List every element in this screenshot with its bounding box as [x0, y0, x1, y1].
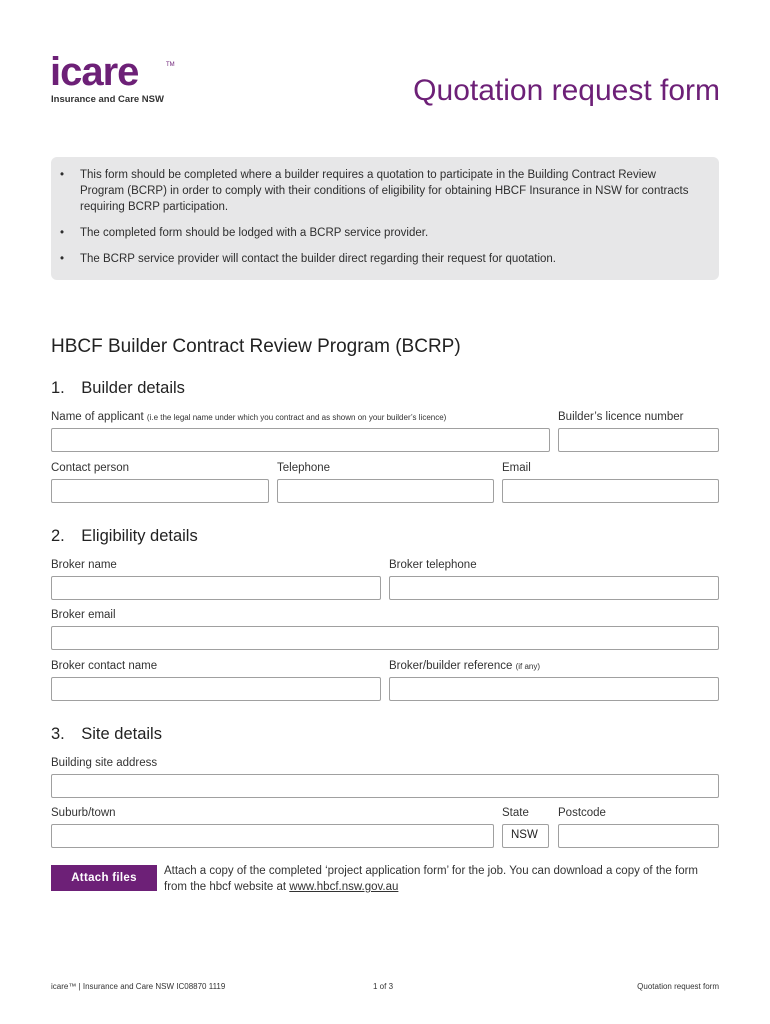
email-label: Email	[502, 462, 531, 474]
info-item	[60, 225, 699, 241]
applicant-name-hint: (i.e the legal name under which you contract and as shown on your builder’s licence)	[146, 413, 447, 422]
site-address-field[interactable]	[51, 774, 719, 798]
attach-instructions	[164, 863, 724, 895]
section-title-site: 3. Site details	[51, 725, 162, 743]
footer-left: icare™ | Insurance and Care NSW IC08870 1119	[51, 982, 226, 991]
footer-right: Quotation request form	[637, 982, 719, 991]
info-item	[60, 251, 699, 267]
licence-number-label: Builder’s licence number	[558, 411, 684, 423]
logo-trademark: TM	[166, 62, 175, 68]
info-item	[60, 167, 699, 215]
reference-field[interactable]	[389, 677, 719, 701]
applicant-name-label	[51, 411, 446, 423]
reference-hint: (if any)	[515, 662, 541, 671]
page-number: 1 of 3	[373, 982, 394, 991]
section-title-eligibility: 2. Eligibility details	[51, 527, 198, 545]
reference-label-text: Broker/builder reference	[389, 660, 513, 672]
broker-email-label: Broker email	[51, 609, 116, 621]
state-label: State	[502, 807, 529, 819]
info-list	[51, 157, 719, 267]
email-field[interactable]	[502, 479, 719, 503]
state-value: NSW	[511, 829, 538, 841]
bullet-icon: •	[60, 169, 65, 181]
broker-contact-field[interactable]	[51, 677, 381, 701]
contact-person-field[interactable]	[51, 479, 269, 503]
postcode-field[interactable]	[558, 824, 719, 848]
info-box	[51, 157, 719, 280]
applicant-name-field[interactable]	[51, 428, 550, 452]
broker-contact-label: Broker contact name	[51, 660, 158, 672]
telephone-label: Telephone	[277, 462, 331, 474]
postcode-label: Postcode	[558, 807, 606, 819]
licence-number-field[interactable]	[558, 428, 719, 452]
hbcf-website-link[interactable]: www.hbcf.nsw.gov.au	[289, 881, 399, 893]
suburb-label: Suburb/town	[51, 807, 116, 819]
telephone-field[interactable]	[277, 479, 494, 503]
section-title-builder: 1. Builder details	[51, 379, 185, 397]
info-item-text: The BCRP service provider will contact the builder direct regarding their request for quotation.	[80, 253, 556, 265]
info-item-text: This form should be completed where a builder requires a quotation to participate in the Building Contract Review Program (BCRP) in order to comply with their conditions of eligibility for obtaining HBCF Insurance in NSW for contracts requiring BCRP participation.	[80, 169, 689, 213]
suburb-field[interactable]	[51, 824, 494, 848]
bullet-icon: •	[60, 253, 65, 265]
broker-name-label: Broker name	[51, 559, 117, 571]
site-address-label: Building site address	[51, 757, 158, 769]
bullet-icon: •	[60, 227, 65, 239]
reference-label	[389, 660, 540, 672]
logo-subtitle: Insurance and Care NSW	[51, 94, 164, 105]
attach-files-button[interactable]: Attach files	[51, 865, 157, 891]
program-title: HBCF Builder Contract Review Program (BCRP)	[51, 336, 461, 357]
icare-logo: icare	[50, 50, 139, 94]
page-title: Quotation request form	[413, 74, 720, 107]
applicant-name-label-text: Name of applicant	[51, 411, 144, 423]
contact-person-label: Contact person	[51, 462, 129, 474]
broker-email-field[interactable]	[51, 626, 719, 650]
broker-name-field[interactable]	[51, 576, 381, 600]
attach-instructions-text: Attach a copy of the completed ‘project application form’ for the job. You can download a copy of the form from the hbcf website at	[164, 865, 699, 893]
broker-telephone-label: Broker telephone	[389, 559, 477, 571]
broker-telephone-field[interactable]	[389, 576, 719, 600]
info-item-text: The completed form should be lodged with a BCRP service provider.	[80, 227, 429, 239]
